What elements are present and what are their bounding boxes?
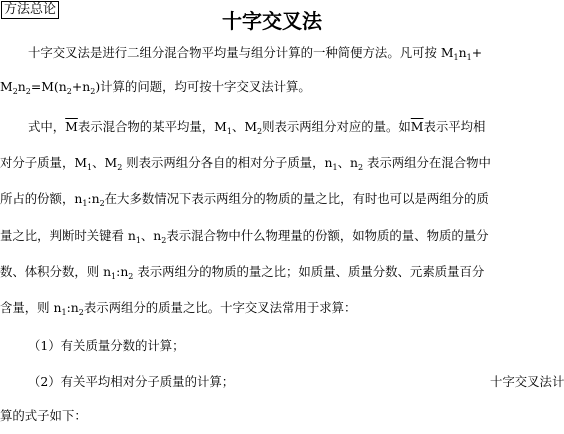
section-badge: 方法总论 bbox=[1, 1, 59, 19]
paragraph-line: 算的式子如下： bbox=[0, 408, 87, 423]
paragraph-line: $M_2n_2=M(n_2+n_2)$计算的问题，均可按十字交叉法计算。 bbox=[0, 79, 311, 96]
paragraph-line: 式中，$\overline{M}$表示混合物的某平均量，$M_1$、$M_2$则表示两组分对应的量。如$\overline{M}$表示平均相 bbox=[28, 119, 486, 136]
list-item: （2）有关平均相对分子质量的计算； 十字交叉法计 bbox=[28, 374, 564, 389]
paragraph-line: 含量，则 $n_1:n_2$表示两组分的质量之比。十字交叉法常用于求算： bbox=[0, 300, 357, 317]
paragraph-line: 对分子质量，$M_1$、$M_2$ 则表示两组分各自的相对分子质量，$n_1$、$n_2$ 表示两组分在混合物中 bbox=[0, 155, 491, 172]
paragraph-line: 所占的份额，$n_1:n_2$在大多数情况下表示两组分的物质的量之比，有时也可以是两组分的质 bbox=[0, 191, 489, 208]
list-item: （1）有关质量分数的计算； bbox=[28, 338, 185, 353]
mean-m-symbol: $\overline{M}$ bbox=[410, 119, 424, 134]
page-title: 十字交叉法 bbox=[222, 9, 322, 33]
paragraph-line: 十字交叉法是进行二组分混合物平均量与组分计算的一种简便方法。凡可按 $M_1n_1+$ bbox=[28, 45, 483, 62]
mean-m-symbol: $\overline{M}$ bbox=[65, 119, 78, 134]
paragraph-line: 量之比，判断时关键看 $n_1$、$n_2$表示混合物中什么物理量的份额，如物质的量、物质的量分 bbox=[0, 228, 489, 245]
paragraph-line: 数、体积分数，则 $n_1:n_2$ 表示两组分的物质的量之比；如质量、质量分数、元素质量百分 bbox=[0, 264, 485, 281]
